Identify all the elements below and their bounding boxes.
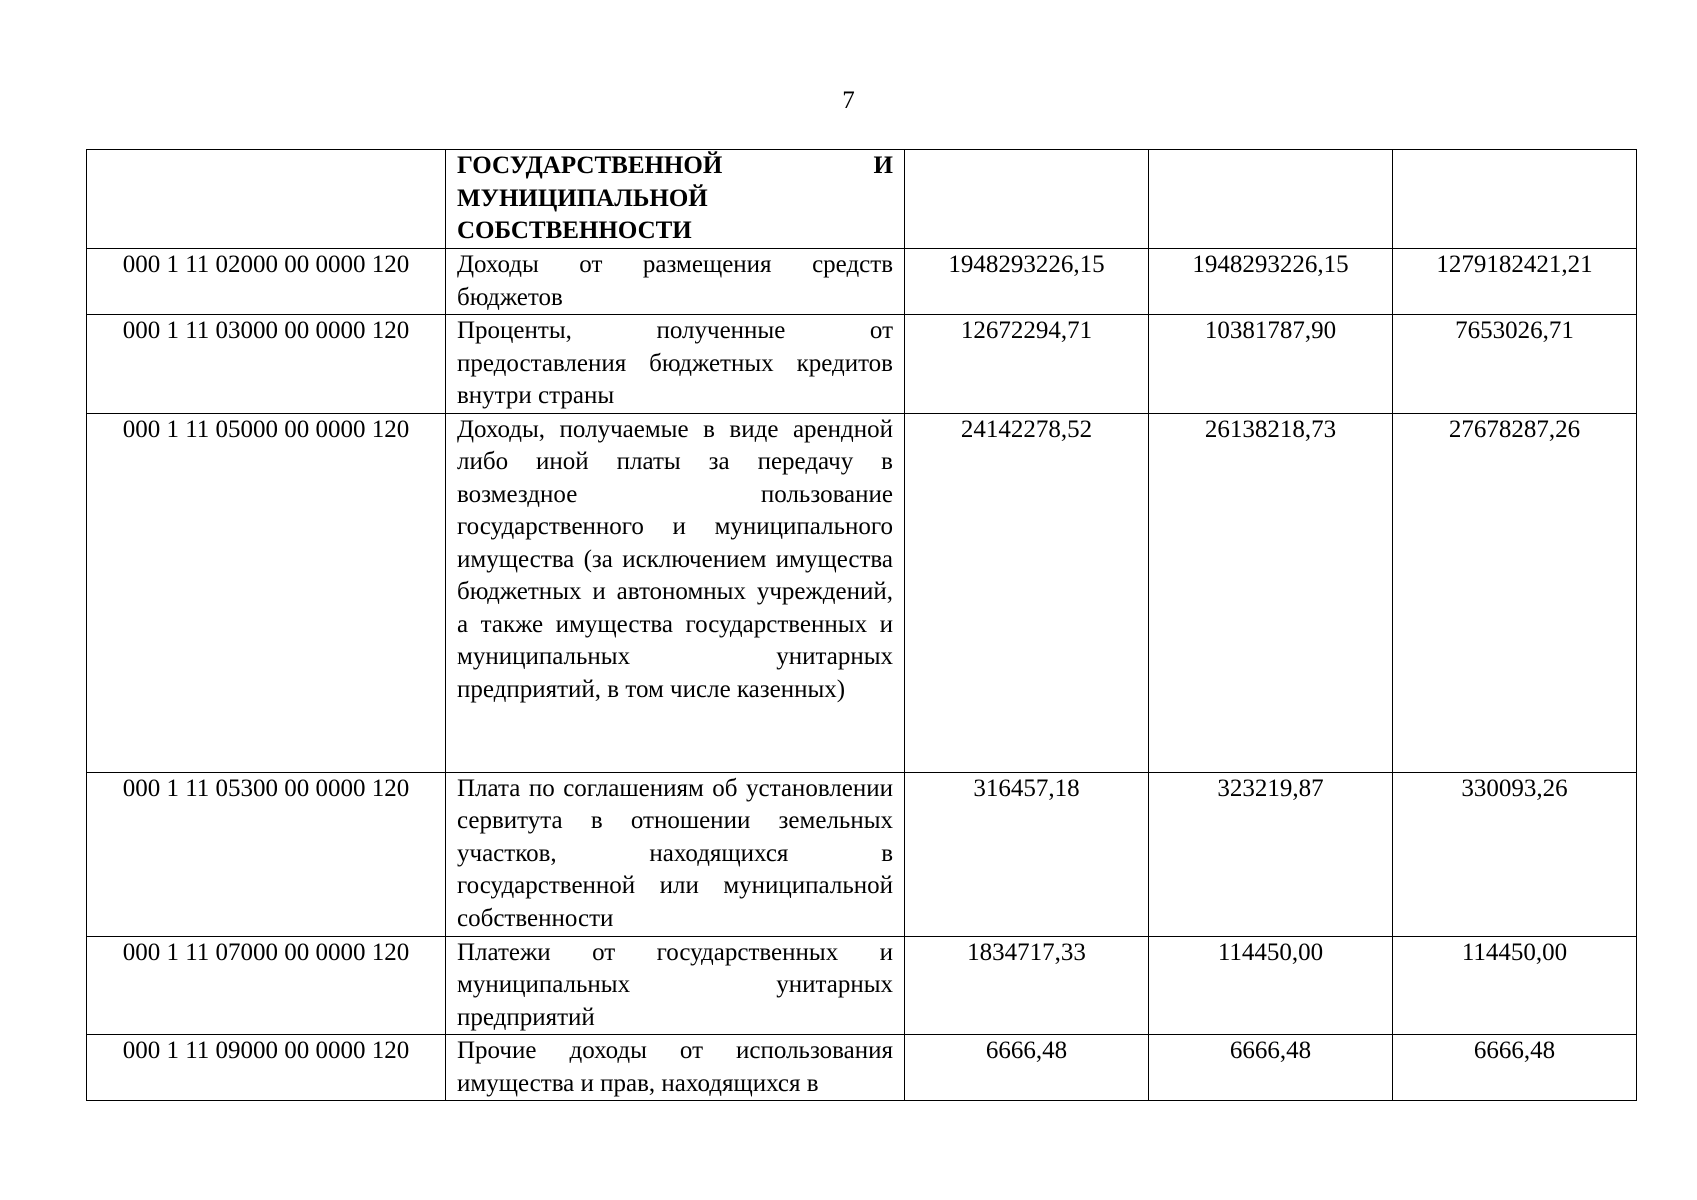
revenue-table (86, 149, 1637, 1101)
amount-cell (1393, 150, 1637, 249)
budget-code-cell: 000 1 11 07000 00 0000 120 (87, 936, 446, 1035)
description-cell: Плата по соглашениям об установлении сервитута в отношении земельных участков, находящихся в государственной или муниципальной собственности (446, 772, 905, 936)
budget-code-cell: 000 1 11 03000 00 0000 120 (87, 315, 446, 414)
amount-cell: 330093,26 (1393, 772, 1637, 936)
amount-cell: 1948293226,15 (905, 249, 1149, 315)
table-row (87, 413, 1637, 772)
budget-code-cell: 000 1 11 05000 00 0000 120 (87, 413, 446, 772)
table-row (87, 249, 1637, 315)
description-cell: ГОСУДАРСТВЕННОЙ И МУНИЦИПАЛЬНОЙ СОБСТВЕННОСТИ (446, 150, 905, 249)
table-row (87, 1035, 1637, 1101)
description-cell: Проценты, полученные от предоставления бюджетных кредитов внутри страны (446, 315, 905, 414)
table-row (87, 150, 1637, 249)
amount-cell: 323219,87 (1149, 772, 1393, 936)
amount-cell: 114450,00 (1393, 936, 1637, 1035)
amount-cell: 10381787,90 (1149, 315, 1393, 414)
amount-cell: 24142278,52 (905, 413, 1149, 772)
amount-cell: 6666,48 (1149, 1035, 1393, 1101)
amount-cell: 1279182421,21 (1393, 249, 1637, 315)
amount-cell: 26138218,73 (1149, 413, 1393, 772)
page-number: 7 (842, 87, 855, 114)
amount-cell: 12672294,71 (905, 315, 1149, 414)
table-row (87, 315, 1637, 414)
amount-cell: 7653026,71 (1393, 315, 1637, 414)
budget-code-cell: 000 1 11 09000 00 0000 120 (87, 1035, 446, 1101)
description-cell: Прочие доходы от использования имущества и прав, находящихся в (446, 1035, 905, 1101)
amount-cell: 114450,00 (1149, 936, 1393, 1035)
description-cell: Платежи от государственных и муниципальных унитарных предприятий (446, 936, 905, 1035)
description-cell: Доходы, получаемые в виде арендной либо иной платы за передачу в возмездное пользование государственного и муниципального имущества (за исключением имущества бюджетных и автономных учреждений, а также имущества государственных и муниципальных унитарных предприятий, в том числе казенных) (446, 413, 905, 772)
budget-code-cell: 000 1 11 02000 00 0000 120 (87, 249, 446, 315)
table-row (87, 772, 1637, 936)
amount-cell: 316457,18 (905, 772, 1149, 936)
amount-cell (905, 150, 1149, 249)
budget-code-cell: 000 1 11 05300 00 0000 120 (87, 772, 446, 936)
amount-cell: 6666,48 (1393, 1035, 1637, 1101)
description-cell: Доходы от размещения средств бюджетов (446, 249, 905, 315)
amount-cell: 27678287,26 (1393, 413, 1637, 772)
budget-code-cell (87, 150, 446, 249)
amount-cell: 6666,48 (905, 1035, 1149, 1101)
amount-cell (1149, 150, 1393, 249)
table-row (87, 936, 1637, 1035)
amount-cell: 1948293226,15 (1149, 249, 1393, 315)
amount-cell: 1834717,33 (905, 936, 1149, 1035)
